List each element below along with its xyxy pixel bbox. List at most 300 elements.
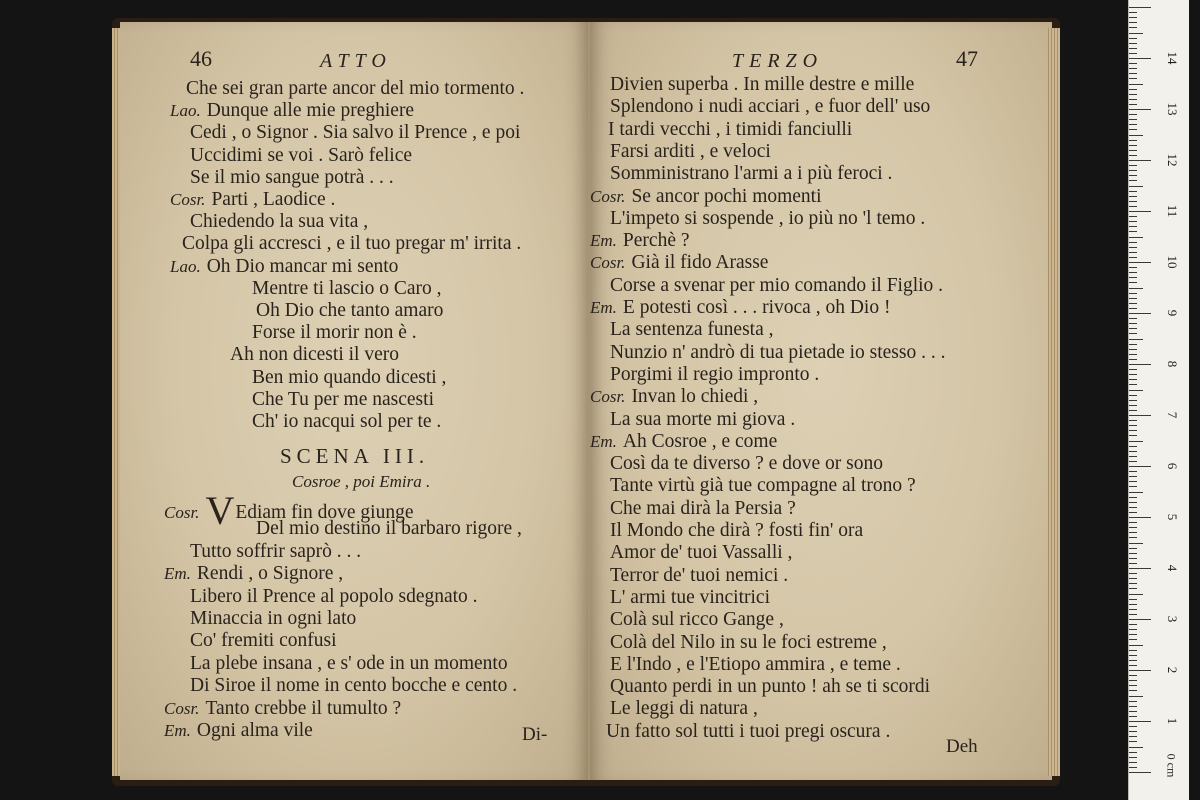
ruler-tick bbox=[1129, 425, 1137, 426]
verse-line bbox=[590, 431, 777, 453]
right-page bbox=[590, 22, 1052, 780]
ruler-tick bbox=[1129, 38, 1137, 39]
ruler-tick bbox=[1129, 186, 1143, 187]
verse-text: Terror de' tuoi nemici . bbox=[610, 564, 789, 586]
verse-text: Oh Dio mancar mi sento bbox=[206, 255, 399, 277]
verse-line bbox=[170, 189, 335, 211]
ruler-tick bbox=[1129, 298, 1137, 299]
drop-cap: V bbox=[205, 488, 235, 533]
ruler-tick bbox=[1129, 639, 1137, 640]
verse-text: Nunzio n' andrò di tua pietade io stesso . . . bbox=[610, 341, 946, 363]
ruler-tick bbox=[1129, 532, 1137, 533]
verse-text: Tanto crebbe il tumulto ? bbox=[205, 697, 402, 719]
ruler-tick bbox=[1129, 364, 1151, 365]
ruler-tick bbox=[1129, 420, 1137, 421]
ruler-tick bbox=[1129, 747, 1143, 748]
ruler-tick bbox=[1129, 247, 1137, 248]
verse-line bbox=[608, 119, 852, 141]
ruler-tick bbox=[1129, 165, 1137, 166]
verse-line bbox=[590, 252, 768, 274]
ruler-tick bbox=[1129, 58, 1151, 59]
ruler-tick bbox=[1129, 374, 1137, 375]
ruler-tick bbox=[1129, 303, 1137, 304]
ruler-tick bbox=[1129, 226, 1137, 227]
ruler-tick bbox=[1129, 201, 1137, 202]
verse-line bbox=[190, 122, 520, 144]
ruler-number: 5 bbox=[1165, 513, 1180, 521]
ruler-tick bbox=[1129, 604, 1137, 605]
ruler-tick bbox=[1129, 486, 1137, 487]
ruler-tick bbox=[1129, 73, 1137, 74]
ruler-tick bbox=[1129, 507, 1137, 508]
verse-line bbox=[590, 297, 890, 319]
verse-text: Colà del Nilo in su le foci estreme , bbox=[610, 631, 887, 653]
verse-text: E potesti così . . . rivoca , oh Dio ! bbox=[622, 297, 891, 318]
ruler-tick bbox=[1129, 7, 1151, 8]
ruler-tick bbox=[1129, 476, 1137, 477]
verse-text: Libero il Prence al popolo sdegnato . bbox=[190, 585, 478, 607]
ruler-tick bbox=[1129, 405, 1137, 406]
ruler-tick bbox=[1129, 400, 1137, 401]
speaker-label: Lao. bbox=[170, 101, 201, 121]
ruler-tick bbox=[1129, 349, 1137, 350]
ruler-tick bbox=[1129, 344, 1137, 345]
verse-line bbox=[610, 319, 774, 341]
ruler-tick bbox=[1129, 497, 1137, 498]
ruler-tick bbox=[1129, 99, 1137, 100]
verse-text: Che Tu per me nascesti bbox=[252, 388, 434, 410]
verse-text: Ben mio quando dicesti , bbox=[252, 366, 447, 388]
ruler-tick bbox=[1129, 772, 1151, 773]
speaker-label: Cosr. bbox=[170, 190, 206, 209]
ruler-tick bbox=[1129, 660, 1137, 661]
verse-line bbox=[252, 411, 441, 433]
ruler-tick bbox=[1129, 599, 1137, 600]
ruler-tick bbox=[1129, 757, 1137, 758]
verse-line bbox=[610, 208, 925, 230]
verse-text: La sua morte mi giova . bbox=[610, 408, 796, 430]
speaker-label: Cosr. bbox=[590, 186, 626, 206]
ruler-tick bbox=[1129, 124, 1137, 125]
ruler-tick bbox=[1129, 711, 1137, 712]
ruler-tick bbox=[1129, 594, 1143, 595]
verse-line bbox=[190, 653, 508, 675]
ruler-tick bbox=[1129, 680, 1137, 681]
ruler-tick bbox=[1129, 471, 1137, 472]
ruler-tick bbox=[1129, 359, 1137, 360]
ruler-number: 13 bbox=[1165, 102, 1180, 116]
verse-line bbox=[610, 632, 887, 654]
ruler-tick bbox=[1129, 267, 1137, 268]
ruler-tick bbox=[1129, 614, 1137, 615]
speaker-label: Cosr. bbox=[164, 503, 200, 522]
verse-line bbox=[610, 542, 792, 564]
ruler-tick bbox=[1129, 135, 1143, 136]
verse-text: Del mio destino il barbaro rigore , bbox=[256, 518, 522, 540]
ruler-tick bbox=[1129, 492, 1143, 493]
catchword: Deh bbox=[946, 736, 978, 757]
ruler-tick bbox=[1129, 63, 1137, 64]
verse-text: Le leggi di natura , bbox=[610, 698, 758, 720]
ruler-tick bbox=[1129, 690, 1137, 691]
verse-line bbox=[610, 475, 916, 497]
verse-text: Che sei gran parte ancor del mio tormento . bbox=[186, 78, 525, 99]
verse-line bbox=[610, 520, 863, 542]
verse-text: Uccidimi se voi . Sarò felice bbox=[190, 144, 413, 166]
verse-text: La sentenza funesta , bbox=[610, 319, 774, 341]
verse-text: Somministrano l'armi a i più feroci . bbox=[610, 163, 893, 185]
verse-line bbox=[170, 100, 414, 122]
ruler-tick bbox=[1129, 288, 1143, 289]
ruler-tick bbox=[1129, 706, 1137, 707]
ruler-tick bbox=[1129, 655, 1137, 656]
ruler-tick bbox=[1129, 446, 1137, 447]
ruler-tick bbox=[1129, 456, 1137, 457]
verse-line bbox=[230, 344, 399, 366]
ruler-tick bbox=[1129, 94, 1137, 95]
ruler-tick bbox=[1129, 451, 1137, 452]
ruler-tick bbox=[1129, 160, 1151, 161]
verse-line bbox=[190, 630, 337, 652]
ruler-number: 2 bbox=[1165, 666, 1180, 674]
verse-text: Così da te diverso ? e dove or sono bbox=[610, 453, 883, 475]
ruler-tick bbox=[1129, 257, 1137, 258]
ruler-tick bbox=[1129, 140, 1137, 141]
ruler-tick bbox=[1129, 150, 1137, 151]
ruler-tick bbox=[1129, 369, 1137, 370]
verse-line bbox=[590, 186, 822, 208]
verse-text: Se ancor pochi momenti bbox=[631, 185, 822, 207]
ruler-tick bbox=[1129, 650, 1137, 651]
verse-line bbox=[252, 278, 442, 300]
verse-text: Splendono i nudi acciari , e fuor dell' uso bbox=[610, 96, 931, 118]
verse-text: L'impeto si sospende , io più no 'l temo . bbox=[610, 207, 926, 229]
ruler-number: 6 bbox=[1165, 462, 1180, 470]
ruler-tick bbox=[1129, 543, 1143, 544]
ruler-tick bbox=[1129, 237, 1143, 238]
verse-text: Chiedendo la sua vita , bbox=[190, 211, 369, 233]
ruler-tick bbox=[1129, 129, 1137, 130]
ruler-tick bbox=[1129, 502, 1137, 503]
ruler-tick bbox=[1129, 221, 1137, 222]
verse-line bbox=[606, 721, 890, 743]
verse-line bbox=[610, 453, 883, 475]
catchword: Di- bbox=[522, 724, 548, 745]
ruler-number: 9 bbox=[1165, 309, 1180, 317]
ruler-tick bbox=[1129, 170, 1137, 171]
verse-text: Colà sul ricco Gange , bbox=[610, 609, 784, 631]
ruler-tick bbox=[1129, 109, 1151, 110]
ruler-tick bbox=[1129, 282, 1137, 283]
page-number: 46 bbox=[190, 46, 212, 71]
ruler-tick bbox=[1129, 441, 1143, 442]
ruler-tick bbox=[1129, 619, 1151, 620]
ruler-tick bbox=[1129, 762, 1137, 763]
verse-line bbox=[170, 256, 398, 278]
speaker-label: Em. bbox=[164, 564, 191, 584]
verse-line bbox=[164, 698, 401, 720]
verse-line bbox=[610, 275, 943, 297]
ruler-tick bbox=[1129, 537, 1137, 538]
ruler-tick bbox=[1129, 512, 1137, 513]
verse-line bbox=[190, 211, 368, 233]
ruler-tick bbox=[1129, 410, 1137, 411]
ruler-tick bbox=[1129, 196, 1137, 197]
ruler-tick bbox=[1129, 665, 1137, 666]
verse-text: L' armi tue vincitrici bbox=[610, 586, 770, 608]
ruler-tick bbox=[1129, 736, 1137, 737]
verse-text: Già il fido Arasse bbox=[631, 252, 769, 274]
verse-line bbox=[256, 300, 443, 322]
page-number: 47 bbox=[956, 46, 978, 71]
ruler-number: 1 bbox=[1165, 717, 1180, 725]
ruler-tick bbox=[1129, 242, 1137, 243]
verse-line bbox=[610, 141, 771, 163]
ruler-tick bbox=[1129, 384, 1137, 385]
verse-line bbox=[186, 78, 524, 100]
ruler-number: 10 bbox=[1165, 255, 1180, 269]
verse-text: Porgimi il regio impronto . bbox=[610, 363, 820, 385]
ruler-number: 12 bbox=[1165, 153, 1180, 167]
verse-text: Amor de' tuoi Vassalli , bbox=[610, 542, 793, 564]
ruler-tick bbox=[1129, 12, 1137, 13]
verse-line bbox=[190, 167, 394, 189]
ruler-tick bbox=[1129, 583, 1137, 584]
ruler-tick bbox=[1129, 435, 1137, 436]
verse-line bbox=[252, 367, 446, 389]
ruler-number: 3 bbox=[1165, 615, 1180, 623]
verse-text: Minaccia in ogni lato bbox=[190, 608, 357, 629]
speaker-label: Lao. bbox=[170, 256, 201, 276]
verse-line bbox=[190, 145, 412, 167]
verse-text: Ogni alma vile bbox=[196, 720, 313, 741]
ruler-tick bbox=[1129, 553, 1137, 554]
ruler-tick bbox=[1129, 624, 1137, 625]
verse-line bbox=[610, 654, 901, 676]
ruler-tick bbox=[1129, 180, 1137, 181]
ruler-tick bbox=[1129, 216, 1137, 217]
ruler-tick bbox=[1129, 379, 1137, 380]
ruler-tick bbox=[1129, 670, 1151, 671]
ruler-tick bbox=[1129, 390, 1143, 391]
verse-line bbox=[610, 364, 819, 386]
ruler-tick bbox=[1129, 145, 1137, 146]
verse-text: Perchè ? bbox=[622, 230, 690, 252]
speaker-label: Em. bbox=[590, 231, 617, 251]
ruler-tick bbox=[1129, 588, 1137, 589]
verse-text: Ah Cosroe , e come bbox=[622, 430, 778, 452]
verse-text: Rendi , o Signore , bbox=[196, 563, 344, 585]
verse-text: Divien superba . In mille destre e mille bbox=[610, 74, 915, 95]
ruler-tick bbox=[1129, 78, 1137, 79]
ruler-tick bbox=[1129, 517, 1151, 518]
running-head: ATTO bbox=[320, 50, 392, 72]
verse-text: Colpa gli accresci , e il tuo pregar m' irrita . bbox=[182, 233, 522, 255]
ruler-number: 7 bbox=[1165, 411, 1180, 419]
ruler-tick bbox=[1129, 675, 1137, 676]
speaker-label: Cosr. bbox=[590, 253, 626, 273]
verse-text: Quanto perdi in un punto ! ah se ti scordi bbox=[610, 676, 931, 698]
ruler-tick bbox=[1129, 27, 1137, 28]
verse-line bbox=[252, 389, 434, 411]
ruler-tick bbox=[1129, 17, 1137, 18]
verse-line bbox=[610, 498, 796, 520]
ruler-tick bbox=[1129, 328, 1137, 329]
verse-line bbox=[610, 163, 892, 185]
ruler-tick bbox=[1129, 415, 1151, 416]
verse-text: Ah non dicesti il vero bbox=[230, 344, 399, 366]
ruler-tick bbox=[1129, 89, 1137, 90]
verse-text: Di Siroe il nome in cento bocche e cento . bbox=[190, 675, 518, 697]
scale-ruler bbox=[1128, 0, 1189, 800]
ruler-tick bbox=[1129, 84, 1143, 85]
ruler-tick bbox=[1129, 33, 1143, 34]
verse-line bbox=[610, 342, 946, 364]
verse-line bbox=[610, 587, 770, 609]
ruler-tick bbox=[1129, 206, 1137, 207]
ruler-tick bbox=[1129, 548, 1137, 549]
ruler-tick bbox=[1129, 119, 1137, 120]
verse-text: Forse il morir non è . bbox=[252, 322, 417, 344]
ruler-tick bbox=[1129, 568, 1151, 569]
ruler-tick bbox=[1129, 466, 1151, 467]
ruler-tick bbox=[1129, 701, 1137, 702]
ruler-tick bbox=[1129, 155, 1137, 156]
verse-line bbox=[610, 565, 788, 587]
ruler-tick bbox=[1129, 696, 1143, 697]
verse-text: Un fatto sol tutti i tuoi pregi oscura . bbox=[606, 720, 891, 742]
verse-line bbox=[252, 322, 417, 344]
verse-line bbox=[590, 386, 758, 408]
verse-text: I tardi vecchi , i timidi fanciulli bbox=[608, 118, 853, 140]
ruler-tick bbox=[1129, 752, 1137, 753]
ruler-tick bbox=[1129, 191, 1137, 192]
verse-line bbox=[164, 563, 343, 585]
verse-line bbox=[190, 586, 478, 608]
ruler-tick bbox=[1129, 339, 1143, 340]
ruler-tick bbox=[1129, 48, 1137, 49]
verse-line bbox=[182, 233, 521, 255]
ruler-number: 8 bbox=[1165, 360, 1180, 368]
verse-line bbox=[610, 698, 758, 720]
ruler-unit-label: 0 cm bbox=[1164, 753, 1179, 778]
ruler-tick bbox=[1129, 318, 1137, 319]
verse-text: Se il mio sangue potrà . . . bbox=[190, 166, 394, 188]
ruler-tick bbox=[1129, 522, 1137, 523]
verse-line bbox=[610, 96, 930, 118]
ruler-tick bbox=[1129, 578, 1137, 579]
ruler-tick bbox=[1129, 277, 1137, 278]
ruler-tick bbox=[1129, 354, 1137, 355]
verse-text: Corse a svenar per mio comando il Figlio . bbox=[610, 274, 944, 296]
ruler-tick bbox=[1129, 634, 1137, 635]
verse-text: Dunque alle mie preghiere bbox=[206, 100, 415, 122]
ruler-tick bbox=[1129, 527, 1137, 528]
ruler-tick bbox=[1129, 211, 1151, 212]
page-edges-right bbox=[1048, 28, 1060, 776]
ruler-tick bbox=[1129, 645, 1143, 646]
speaker-label: Cosr. bbox=[164, 698, 200, 718]
verse-line bbox=[610, 609, 784, 631]
ruler-tick bbox=[1129, 731, 1137, 732]
scene-subtitle: Cosroe , poi Emira . bbox=[292, 472, 431, 491]
ruler-tick bbox=[1129, 313, 1151, 314]
verse-text: Co' fremiti confusi bbox=[190, 630, 337, 652]
ruler-tick bbox=[1129, 629, 1137, 630]
verse-text: Farsi arditi , e veloci bbox=[610, 140, 771, 162]
ruler-tick bbox=[1129, 726, 1137, 727]
verse-text: E l'Indo , e l'Etiopo ammira , e teme . bbox=[610, 653, 901, 675]
ruler-tick bbox=[1129, 272, 1137, 273]
ruler-tick bbox=[1129, 558, 1137, 559]
ruler-tick bbox=[1129, 68, 1137, 69]
verse-line bbox=[164, 720, 313, 742]
verse-text: Ediam fin dove giunge bbox=[235, 502, 414, 523]
verse-text: Cedi , o Signor . Sia salvo il Prence , e poi bbox=[190, 122, 521, 144]
ruler-tick bbox=[1129, 685, 1137, 686]
ruler-tick bbox=[1129, 231, 1137, 232]
ruler-tick bbox=[1129, 481, 1137, 482]
verse-line bbox=[190, 608, 356, 630]
ruler-tick bbox=[1129, 741, 1137, 742]
ruler-tick bbox=[1129, 430, 1137, 431]
verse-text: Oh Dio che tanto amaro bbox=[256, 300, 444, 321]
speaker-label: Em. bbox=[164, 721, 191, 740]
ruler-tick bbox=[1129, 114, 1137, 115]
ruler-tick bbox=[1129, 262, 1151, 263]
ruler-tick bbox=[1129, 175, 1137, 176]
speaker-label: Em. bbox=[590, 298, 617, 317]
speaker-label: Em. bbox=[590, 431, 617, 451]
verse-line bbox=[256, 518, 522, 540]
ruler-tick bbox=[1129, 252, 1137, 253]
verse-text: Che mai dirà la Persia ? bbox=[610, 497, 796, 519]
ruler-tick bbox=[1129, 22, 1137, 23]
running-head: TERZO bbox=[732, 50, 824, 72]
ruler-tick bbox=[1129, 104, 1137, 105]
open-book bbox=[112, 18, 1060, 786]
verse-line bbox=[590, 230, 690, 252]
verse-text: Mentre ti lascio o Caro , bbox=[252, 277, 442, 299]
ruler-tick bbox=[1129, 395, 1137, 396]
ruler-tick bbox=[1129, 461, 1137, 462]
verse-line bbox=[610, 676, 930, 698]
verse-text: Parti , Laodice . bbox=[211, 189, 336, 210]
ruler-tick bbox=[1129, 573, 1137, 574]
ruler-tick bbox=[1129, 609, 1137, 610]
ruler-tick bbox=[1129, 721, 1151, 722]
verse-text: Tante virtù già tue compagne al trono ? bbox=[610, 475, 916, 497]
left-page bbox=[120, 22, 590, 780]
verse-text: Il Mondo che dirà ? fosti fin' ora bbox=[610, 520, 864, 541]
ruler-number: 11 bbox=[1165, 204, 1180, 218]
ruler-tick bbox=[1129, 716, 1137, 717]
ruler-tick bbox=[1129, 308, 1137, 309]
verse-text: Ch' io nacqui sol per te . bbox=[252, 411, 442, 432]
ruler-tick bbox=[1129, 333, 1137, 334]
ruler-tick bbox=[1129, 767, 1137, 768]
verse-line bbox=[190, 675, 517, 697]
ruler-tick bbox=[1129, 53, 1137, 54]
verse-text: La plebe insana , e s' ode in un momento bbox=[190, 652, 508, 674]
speaker-label: Cosr. bbox=[590, 387, 626, 407]
ruler-tick bbox=[1129, 43, 1137, 44]
ruler-number: 14 bbox=[1165, 51, 1180, 65]
ruler-number: 4 bbox=[1165, 564, 1180, 572]
verse-line bbox=[610, 74, 914, 96]
ruler-tick bbox=[1129, 293, 1137, 294]
ruler-tick bbox=[1129, 563, 1137, 564]
